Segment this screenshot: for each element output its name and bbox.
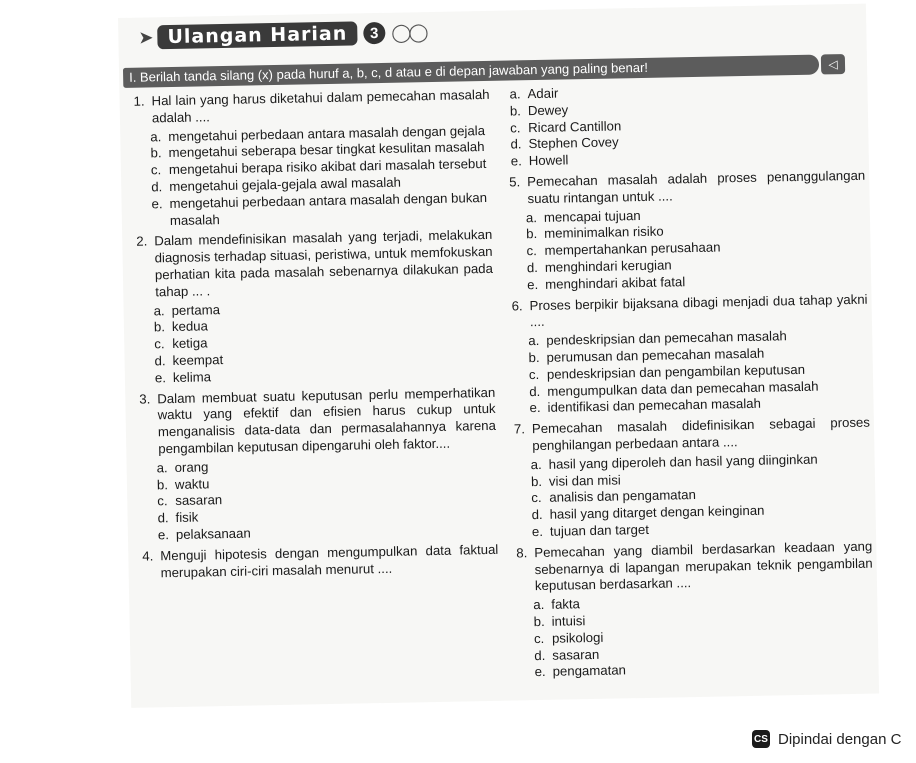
option-letter: d.	[526, 259, 539, 276]
option-letter: a.	[156, 459, 168, 476]
arrow-right-icon: ➤	[138, 26, 154, 48]
left-column	[133, 87, 498, 586]
answer-options	[153, 296, 495, 386]
question-item	[142, 542, 499, 582]
option-text: mengetahui perbedaan antara masalah dengan bukan masalah	[169, 189, 488, 228]
option-letter: d.	[154, 353, 166, 369]
option-text: hasil yang ditarget dengan keinginan	[549, 502, 765, 522]
question-number: 7.	[513, 421, 526, 437]
option-letter: a.	[528, 333, 540, 349]
option-letter: c.	[533, 630, 545, 646]
option-text: Ricard Cantillon	[528, 117, 622, 135]
option-text: menghindari akibat fatal	[545, 273, 686, 292]
flag-icon: ◁	[821, 54, 845, 74]
option-text: menghindari kerugian	[544, 257, 672, 275]
option-letter: b.	[528, 349, 540, 366]
option-letter: d.	[157, 510, 169, 526]
option-letter: b.	[530, 473, 543, 489]
option-letter: e.	[534, 664, 546, 680]
option-letter: c.	[531, 490, 542, 506]
option-letter: c.	[150, 162, 162, 178]
answer-options	[526, 203, 868, 293]
question-text: Pemecahan masalah didefinisikan sebagai proses penghilangan perbedaan antara ....	[531, 414, 871, 454]
option-text: meminimalkan risiko	[544, 223, 664, 242]
option-text: kelima	[172, 369, 212, 385]
question-number: 4.	[142, 548, 154, 564]
option-text: pendeskripsian dan pemecahan masalah	[546, 328, 787, 348]
option-text: kedua	[171, 318, 209, 335]
option-text: identifikasi dan pemecahan masalah	[547, 396, 762, 416]
question-item	[516, 538, 873, 595]
option-letter: a.	[530, 456, 542, 472]
option-text: fisik	[175, 509, 199, 526]
worksheet-number: 3	[363, 22, 385, 44]
option-letter: e.	[151, 195, 163, 212]
option-text: pendeskripsian dan pengambilan keputusan	[546, 361, 806, 382]
worksheet-banner	[138, 18, 426, 52]
option-letter: a.	[150, 128, 162, 144]
option-text: ketiga	[172, 335, 208, 352]
option-letter: e.	[529, 400, 541, 416]
option-letter: b.	[156, 476, 169, 492]
option-letter: a.	[525, 209, 538, 225]
option-letter: e.	[531, 523, 544, 540]
question-number: 1.	[133, 93, 145, 109]
question-number: 8.	[516, 544, 528, 561]
question-number: 6.	[511, 297, 523, 314]
option-letter: e.	[510, 153, 522, 169]
option-letter: e.	[157, 527, 170, 543]
camscanner-icon: CS	[752, 730, 770, 748]
question-item	[514, 415, 871, 455]
option-letter: e.	[527, 276, 539, 292]
worksheet-page	[118, 4, 879, 708]
question-number: 5.	[509, 174, 521, 190]
option-text: mengetahui gejala-gejala awal masalah	[169, 174, 402, 195]
option-text: pengamatan	[552, 662, 627, 680]
option-letter: b.	[533, 613, 545, 630]
option-letter: c.	[157, 493, 168, 509]
question-text: Dalam mendefinisikan masalah yang terjadi, melakukan diagnosis terhadap situasi, peristiwa, untuk memfokuskan perhatian kita pada masalah sebenarnya dilakukan pada tahap ... .	[154, 227, 494, 300]
question-item	[133, 87, 490, 127]
option-letter: b.	[526, 226, 538, 242]
option-text: fakta	[551, 596, 581, 612]
question-text: Pemecahan yang diambil berdasarkan keadaan yang sebenarnya di lapangan merupakan teknik pengambilan keputusan berdasarkan ....	[534, 538, 873, 594]
option-letter: a.	[509, 86, 521, 102]
option-letter: c.	[528, 366, 540, 382]
answer-options	[533, 591, 875, 681]
option-letter: c.	[526, 243, 537, 259]
question-text: Dalam membuat suatu keputusan perlu memperhatikan waktu yang efektif dan efisien harus cukup untuk menganalisis data-data dan permasalahannya karena pengambilan keputusan dipengaruhi oleh faktor....	[157, 384, 497, 457]
option-text: Howell	[528, 152, 569, 169]
option-text: mengumpulkan data dan pemecahan masalah	[547, 378, 819, 399]
scanner-text: Dipindai dengan C	[778, 730, 902, 748]
option-text: mencapai tujuan	[543, 207, 641, 225]
answer-option[interactable]	[151, 190, 492, 230]
answer-options	[156, 454, 498, 544]
question-item	[139, 384, 496, 458]
option-letter: d.	[529, 383, 541, 399]
question-item	[511, 291, 868, 331]
question-text: Hal lain yang harus diketahui dalam pemecahan masalah adalah ....	[151, 86, 490, 126]
option-text: visi dan misi	[548, 471, 621, 489]
option-letter: b.	[153, 319, 166, 335]
option-letter: a.	[533, 597, 545, 613]
option-text: waktu	[174, 475, 210, 492]
answer-options	[528, 327, 870, 417]
option-letter: c.	[510, 119, 521, 136]
right-column	[507, 80, 874, 686]
option-text: psikologi	[551, 629, 604, 646]
option-letter: b.	[150, 145, 162, 161]
answer-options-q4	[509, 80, 865, 171]
option-text: sasaran	[175, 492, 223, 509]
option-text: analisis dan pengamatan	[549, 487, 697, 506]
option-text: hasil yang diperoleh dan hasil yang diinginkan	[548, 451, 818, 472]
question-item	[509, 168, 866, 208]
question-number: 3.	[139, 390, 151, 407]
option-letter: b.	[509, 103, 521, 119]
option-text: Adair	[527, 85, 559, 102]
option-text: perumusan dan pemecahan masalah	[546, 345, 765, 365]
option-text: pelaksanaan	[175, 525, 251, 542]
option-text: sasaran	[552, 646, 600, 663]
question-text: Proses berpikir bijaksana dibagi menjadi dua tahap yakni ....	[529, 291, 868, 330]
scanner-watermark	[752, 730, 901, 748]
option-letter: d.	[510, 136, 522, 152]
option-text: mempertahankan perusahaan	[544, 239, 721, 259]
option-text: Stephen Covey	[528, 134, 619, 152]
question-text: Pemecahan masalah adalah proses penanggulangan suatu rintangan untuk ....	[527, 167, 866, 206]
option-letter: d.	[531, 507, 543, 523]
option-letter: c.	[154, 336, 165, 352]
option-text: orang	[174, 459, 209, 475]
option-text: mengetahui perbedaan antara masalah dengan gejala	[168, 122, 486, 144]
option-text: mengetahui berapa risiko akibat dari masalah tersebut	[168, 156, 487, 178]
worksheet-title: Ulangan Harian	[157, 21, 357, 49]
option-text: keempat	[172, 351, 224, 368]
option-letter: d.	[151, 179, 163, 195]
option-text: intuisi	[551, 613, 586, 629]
option-letter: e.	[154, 369, 167, 386]
option-letter: d.	[534, 647, 546, 663]
question-number: 2.	[136, 233, 148, 250]
option-text: tujuan dan target	[549, 521, 650, 539]
question-text: Menguji hipotesis dengan mengumpulkan data faktual merupakan ciri-ciri masalah menurut ....	[160, 541, 499, 580]
option-letter: a.	[153, 302, 165, 318]
answer-options	[150, 122, 492, 229]
option-text: pertama	[171, 301, 221, 318]
instruction-bar: I. Berilah tanda silang (x) pada huruf a, b, c, d atau e di depan jawaban yang paling benar!	[123, 55, 819, 88]
question-item	[136, 227, 493, 301]
answer-options	[531, 450, 873, 540]
option-text: Dewey	[527, 102, 569, 118]
rings-icon: ◯◯	[391, 21, 426, 43]
option-text: mengetahui seberapa besar tingkat kesulitan masalah	[168, 139, 485, 161]
